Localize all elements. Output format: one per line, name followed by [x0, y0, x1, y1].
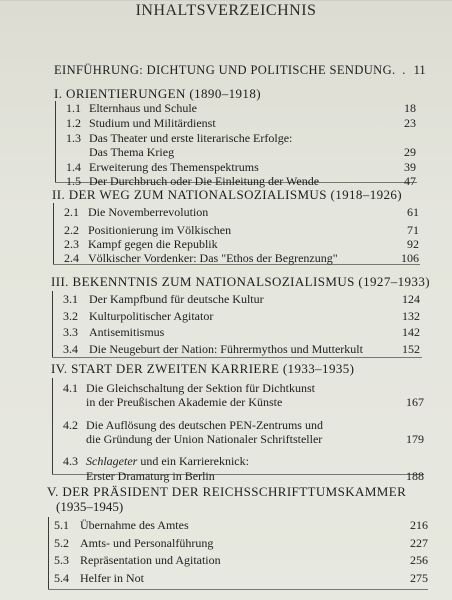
entry-number: 5.4 [54, 571, 69, 585]
entry-page: 227 [410, 536, 428, 550]
entry-title: Studium und Militärdienst [89, 116, 216, 130]
entry-title: Der Kampfbund für deutsche Kultur [89, 292, 264, 306]
entry-number: 4.1 [63, 381, 78, 395]
chapter-1-rule [55, 101, 56, 182]
chapter-5-title-line2: (1935–1945) [56, 499, 124, 514]
entry-title: Das Theater und erste literarische Erfolge: [89, 131, 293, 145]
chapter-4-rule [52, 378, 53, 474]
entry-title: Die Novemberrevolution [88, 205, 209, 219]
entry-number: 1.2 [66, 116, 81, 130]
top-rule [0, 0, 452, 1]
entry-title: Positionierung im Völkischen [88, 223, 232, 237]
entry-number: 2.4 [64, 251, 79, 265]
entry-page: 29 [404, 145, 416, 159]
page-title: INHALTSVERZEICHNIS [135, 2, 317, 19]
entry-page: 275 [410, 571, 428, 585]
entry-title: Helfer in Not [80, 571, 144, 585]
entry-title: Antisemitismus [89, 325, 165, 339]
entry-page: 92 [407, 237, 419, 251]
chapter-2-rule [53, 203, 54, 264]
entry-number: 3.1 [63, 292, 78, 306]
entry-title: Amts- und Personalführung [80, 536, 214, 550]
entry-page: 256 [410, 553, 428, 567]
entry-page: 47 [404, 174, 416, 188]
entry-number: 3.2 [63, 309, 78, 323]
entry-title: Schlageter und ein Karriereknick: [86, 454, 249, 468]
chapter-4-title: IV. START DER ZWEITEN KARRIERE (1933–1935) [51, 361, 355, 376]
entry-number: 5.3 [54, 553, 69, 567]
entry-number: 4.2 [63, 418, 78, 432]
entry-title: Der Durchbruch oder Die Einleitung der Wende [89, 174, 320, 188]
entry-title: Die Gleichschaltung der Sektion für Dichtkunst [86, 381, 315, 395]
entry-page: 124 [402, 292, 420, 306]
entry-page: 152 [402, 342, 420, 356]
chapter-5-title: V. DER PRÄSIDENT DER REICHSSCHRIFTTUMSKAMMER [47, 484, 407, 499]
chapter-3-rule [52, 291, 53, 357]
entry-title: Die Neugeburt der Nation: Führermythos und Mutterkult [89, 342, 363, 356]
entry-number: 1.4 [66, 160, 81, 174]
entry-number: 1.5 [66, 174, 81, 188]
entry-number: 2.1 [64, 205, 79, 219]
entry-title-line2: in der Preußischen Akademie der Künste [86, 395, 283, 409]
entry-title: Die Auflösung des deutschen PEN-Zentrums und [86, 418, 323, 432]
entry-page: 142 [402, 325, 420, 339]
chapter-3-title: III. BEKENNTNIS ZUM NATIONALSOZIALISMUS (1927–1933) [51, 274, 430, 289]
entry-title-line2: die Gründung der Union Nationaler Schriftsteller [86, 432, 323, 446]
entry-title: Kulturpolitischer Agitator [89, 309, 214, 323]
chapter-3-bottom-rule [52, 357, 422, 358]
entry-number: 5.2 [54, 536, 69, 550]
entry-page: 106 [401, 251, 419, 265]
entry-page: 61 [407, 205, 419, 219]
entry-number: 1.3 [66, 131, 81, 145]
entry-page: 39 [404, 160, 416, 174]
entry-number: 4.3 [63, 454, 78, 468]
entry-title: Elternhaus und Schule [89, 101, 197, 115]
entry-page: 71 [407, 223, 419, 237]
entry-title: Übernahme des Amtes [80, 518, 189, 532]
entry-page: 18 [404, 101, 416, 115]
entry-page: 167 [406, 395, 424, 409]
entry-page: 179 [406, 432, 424, 446]
entry-title-line2: Das Thema Krieg [89, 145, 175, 159]
entry-title: Erweiterung des Themenspektrums [89, 160, 259, 174]
chapter-1-title: I. ORIENTIERUNGEN (1890–1918) [54, 86, 261, 101]
entry-title: Repräsentation und Agitation [80, 553, 221, 567]
chapter-2-title: II. DER WEG ZUM NATIONALSOZIALISMUS (1918–1926) [52, 187, 403, 202]
entry-number: 2.2 [64, 223, 79, 237]
entry-title-line2: Erster Dramaturg in Berlin [86, 469, 215, 483]
chapter-5-rule [48, 517, 49, 589]
entry-page: 23 [404, 116, 416, 130]
entry-page: 132 [402, 309, 420, 323]
entry-title: Völkischer Vordenker: Das "Ethos der Begrenzung" [88, 251, 338, 265]
intro-page: . . 11 [392, 63, 426, 77]
chapter-5-bottom-rule [48, 589, 428, 590]
intro-title: EINFÜHRUNG: DICHTUNG UND POLITISCHE SENDUNG [54, 63, 393, 77]
entry-number: 2.3 [64, 237, 79, 251]
entry-page: 216 [410, 518, 428, 532]
entry-page: 188 [406, 469, 424, 483]
entry-number: 1.1 [66, 101, 81, 115]
entry-number: 3.3 [63, 325, 78, 339]
entry-number: 3.4 [63, 342, 78, 356]
entry-number: 5.1 [54, 518, 69, 532]
entry-title: Kampf gegen die Republik [88, 237, 218, 251]
